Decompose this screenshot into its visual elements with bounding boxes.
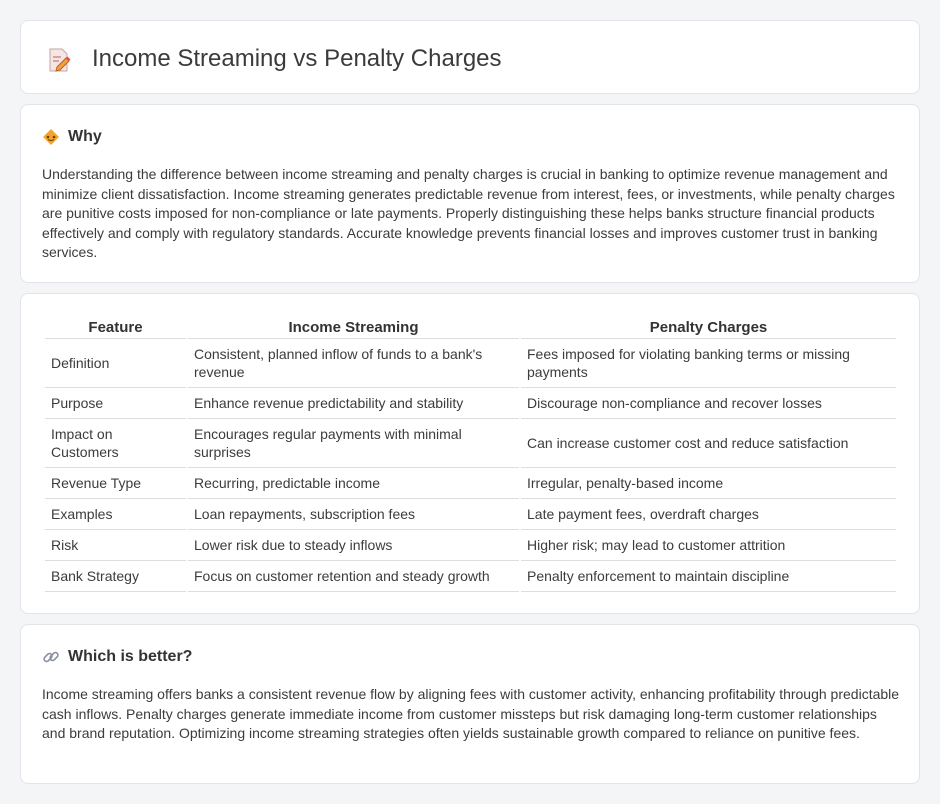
link-icon: [42, 648, 60, 666]
better-text: Income streaming offers banks a consistent revenue flow by aligning fees with customer activity, enhancing profitability through predictable cash inflows. Penalty charges generate immediate income from customer missteps but risk damaging long-term customer relationships and brand reputation. Optimizing income streaming strategies often yields sustainable growth compared to reliance on punitive fees.: [42, 686, 900, 741]
document-pencil-icon: [47, 47, 71, 73]
why-title: Why: [68, 128, 102, 145]
header-penalty-charges: Penalty Charges: [521, 315, 896, 339]
income-cell: Consistent, planned inflow of funds to a bank's revenue: [188, 339, 519, 388]
table-row: [45, 530, 896, 561]
better-heading: [42, 647, 192, 667]
income-cell: Recurring, predictable income: [188, 468, 519, 499]
income-cell: Encourages regular payments with minimal surprises: [188, 419, 519, 468]
comparison-table: [43, 315, 898, 592]
comparison-section: [20, 293, 920, 614]
header-card: [20, 20, 920, 94]
diamond-warning-icon: [42, 128, 60, 146]
penalty-cell: Irregular, penalty-based income: [521, 468, 896, 499]
header-feature: Feature: [45, 315, 186, 339]
table-row: [45, 419, 896, 468]
feature-cell: Risk: [45, 530, 186, 561]
penalty-cell: Can increase customer cost and reduce satisfaction: [521, 419, 896, 468]
table-row: [45, 499, 896, 530]
why-text: Understanding the difference between income streaming and penalty charges is crucial in banking to optimize revenue management and minimize client dissatisfaction. Income streaming generates predictable revenue from interest, fees, or investments, while penalty charges are punitive costs imposed for non-compliance or late payments. Properly distinguishing these helps banks structure financial products effectively and comply with regulatory standards. Accurate knowledge prevents financial losses and improves customer trust in banking services.: [42, 166, 895, 260]
table-row: [45, 468, 896, 499]
penalty-cell: Discourage non-compliance and recover losses: [521, 388, 896, 419]
which-is-better-section: [20, 624, 920, 784]
penalty-cell: Higher risk; may lead to customer attrition: [521, 530, 896, 561]
table-header-row: [45, 315, 896, 339]
income-cell: Enhance revenue predictability and stability: [188, 388, 519, 419]
income-cell: Lower risk due to steady inflows: [188, 530, 519, 561]
feature-cell: Bank Strategy: [45, 561, 186, 592]
header-income-streaming: Income Streaming: [188, 315, 519, 339]
table-row: [45, 388, 896, 419]
penalty-cell: Late payment fees, overdraft charges: [521, 499, 896, 530]
feature-cell: Purpose: [45, 388, 186, 419]
penalty-cell: Fees imposed for violating banking terms or missing payments: [521, 339, 896, 388]
penalty-cell: Penalty enforcement to maintain discipline: [521, 561, 896, 592]
feature-cell: Definition: [45, 339, 186, 388]
feature-cell: Examples: [45, 499, 186, 530]
why-heading: [42, 127, 102, 147]
why-section: [20, 104, 920, 283]
feature-cell: Impact on Customers: [45, 419, 186, 468]
income-cell: Focus on customer retention and steady growth: [188, 561, 519, 592]
table-row: [45, 339, 896, 388]
income-cell: Loan repayments, subscription fees: [188, 499, 519, 530]
page-title: Income Streaming vs Penalty Charges: [92, 45, 502, 72]
feature-cell: Revenue Type: [45, 468, 186, 499]
better-title: Which is better?: [68, 648, 193, 665]
table-row: [45, 561, 896, 592]
